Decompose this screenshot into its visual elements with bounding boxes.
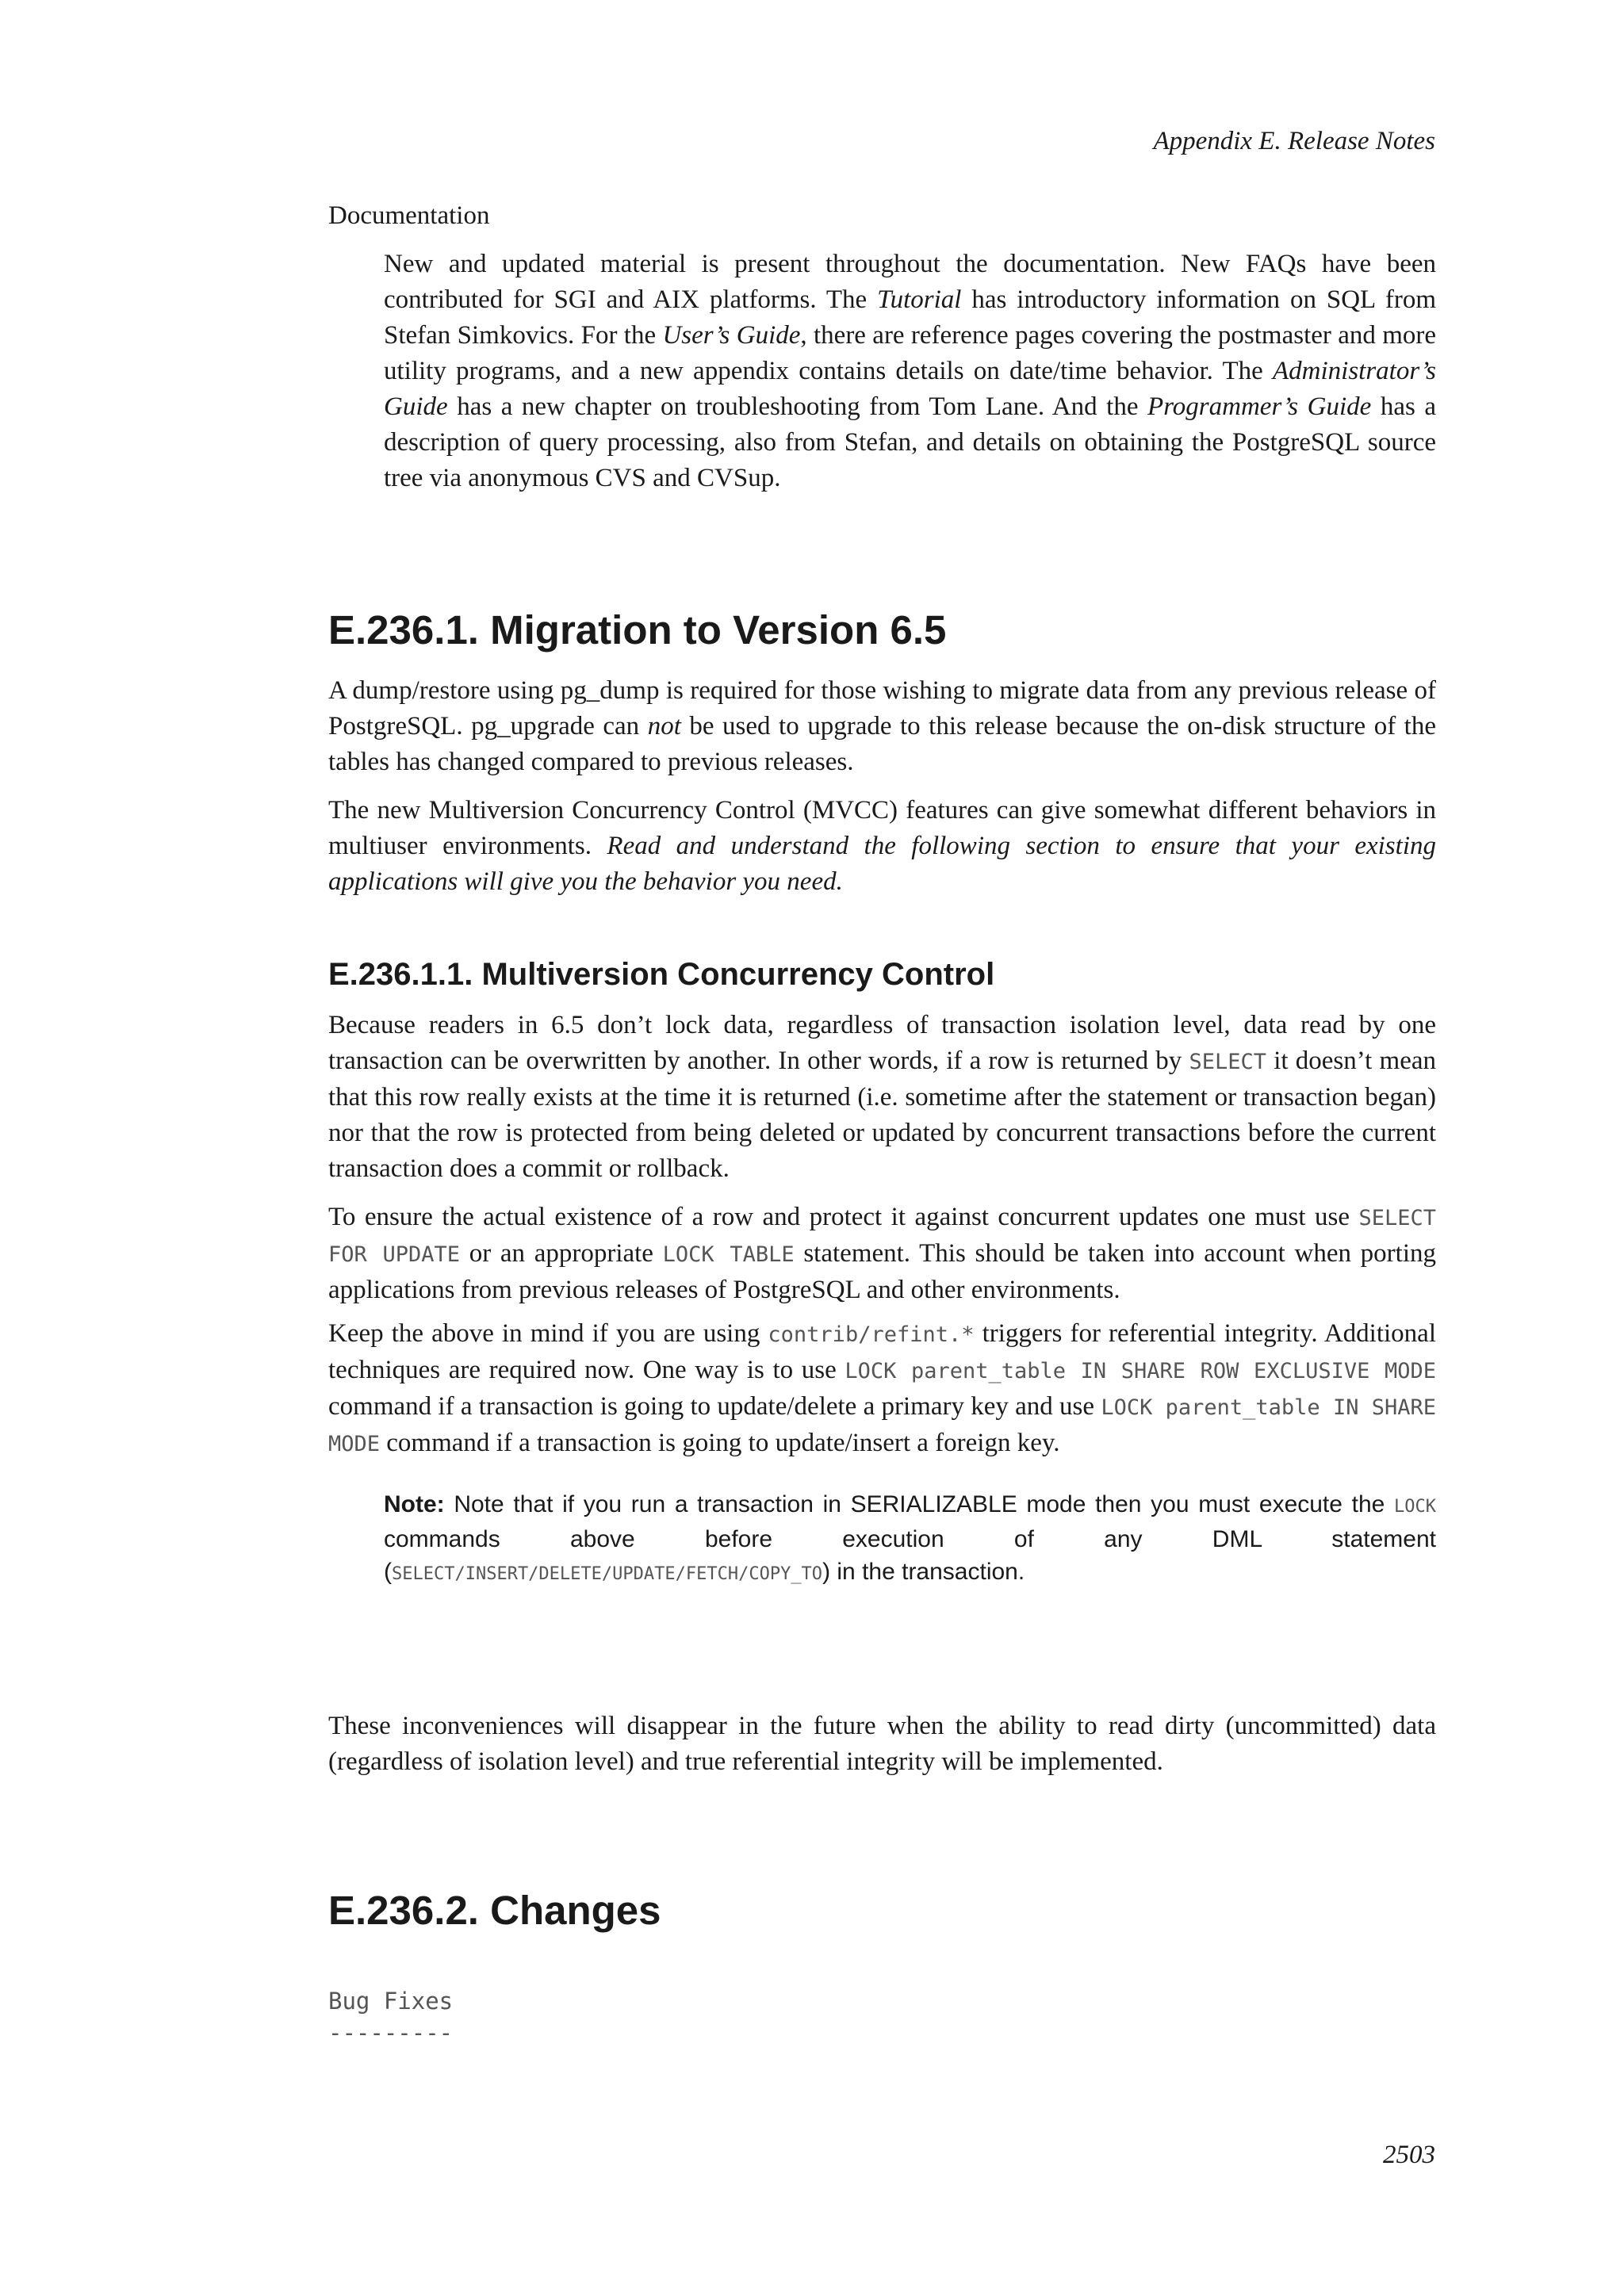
mvcc-heading: E.236.1.1. Multiversion Concurrency Control xyxy=(328,957,995,992)
migration-paragraph-2: The new Multiversion Concurrency Control (MVCC) features can give somewhat different behaviors in multiuser environments. Read and understand the following section to ensure that your existing applications will give you the behavior you need. xyxy=(328,796,1436,896)
admin-guide-title: Administrator’s Guide xyxy=(384,357,1436,421)
note-block: Note: Note that if you run a transaction in SERIALIZABLE mode then you must execute the LOCK commands above before execution of any DML statement (SELECT/INSERT/DELETE/UPDATE/FETCH/COPY_TO) in the transaction. xyxy=(384,1491,1436,1585)
bug-fixes-underline: --------- xyxy=(328,2019,454,2046)
migration-heading: E.236.1. Migration to Version 6.5 xyxy=(328,607,947,652)
migration-paragraph-1: A dump/restore using pg_dump is required for those wishing to migrate data from any previous release of PostgreSQL. pg_upgrade can not be used to upgrade to this release because the on-disk structure of the tables has changed compared to previous releases. xyxy=(328,676,1437,776)
documentation-term: Documentation xyxy=(328,201,490,230)
changes-preformatted xyxy=(328,1985,453,2049)
code-share-row-exclusive: LOCK parent_table IN SHARE ROW EXCLUSIVE MODE xyxy=(845,1359,1436,1383)
documentation-paragraph: New and updated material is present throughout the documentation. New FAQs have been contributed for SGI and AIX platforms. The Tutorial has introductory information on SQL from Stefan Simkovics. For the User’s Guide, there are reference pages covering the postmaster and more utility programs, and a new appendix contains details on date/time behavior. The Administrator’s Guide has a new chapter on troubleshooting from Tom Lane. And the Programmer’s Guide has a description of query processing, also from Stefan, and details on obtaining the PostgreSQL source tree via anonymous CVS and CVSup. xyxy=(384,250,1437,492)
code-refint: contrib/refint.* xyxy=(768,1322,975,1347)
code-dml-list: SELECT/INSERT/DELETE/UPDATE/FETCH/COPY_TO xyxy=(392,1564,823,1584)
changes-heading: E.236.2. Changes xyxy=(328,1888,661,1933)
bug-fixes-label: Bug Fixes xyxy=(328,1988,454,2015)
code-lock: LOCK xyxy=(1394,1497,1436,1517)
users-guide-title: User’s Guide xyxy=(662,321,801,350)
code-select: SELECT xyxy=(1189,1050,1267,1074)
note-label: Note: xyxy=(384,1491,445,1517)
future-paragraph: These inconveniences will disappear in the future when the ability to read dirty (uncommitted) data (regardless of isolation level) and true referential integrity will be implemented. xyxy=(328,1712,1436,1776)
mvcc-paragraph-1: Because readers in 6.5 don’t lock data, regardless of transaction isolation level, data read by one transaction can be overwritten by another. In other words, if a row is returned by SELECT it doesn’t mean that this row really exists at the time it is returned (i.e. sometime after the statement or transaction began) nor that the row is protected from being deleted or updated by concurrent transactions before the current transaction does a commit or rollback. xyxy=(328,1011,1436,1183)
code-select-for-update: SELECT FOR UPDATE xyxy=(328,1206,1436,1267)
tutorial-title: Tutorial xyxy=(877,285,962,314)
code-lock-table: LOCK TABLE xyxy=(662,1242,795,1267)
programmers-guide-title: Programmer’s Guide xyxy=(1147,392,1372,421)
code-share-mode: LOCK parent_table IN SHARE MODE xyxy=(328,1395,1436,1456)
running-header: Appendix E. Release Notes xyxy=(1153,127,1435,155)
mvcc-paragraph-2: To ensure the actual existence of a row and protect it against concurrent updates one must use SELECT FOR UPDATE or an appropriate LOCK TABLE statement. This should be taken into account when porting applications from previous releases of PostgreSQL and other environments. xyxy=(328,1203,1436,1304)
page-number: 2503 xyxy=(1383,2141,1435,2169)
mvcc-paragraph-3: Keep the above in mind if you are using contrib/refint.* triggers for referential integrity. Additional techniques are required now. One way is to use LOCK parent_table IN SHARE ROW EXCLUSIVE MODE command if a transaction is going to update/delete a primary key and use LOCK parent_table IN SHARE MODE command if a transaction is going to update/insert a foreign key. xyxy=(328,1319,1436,1457)
